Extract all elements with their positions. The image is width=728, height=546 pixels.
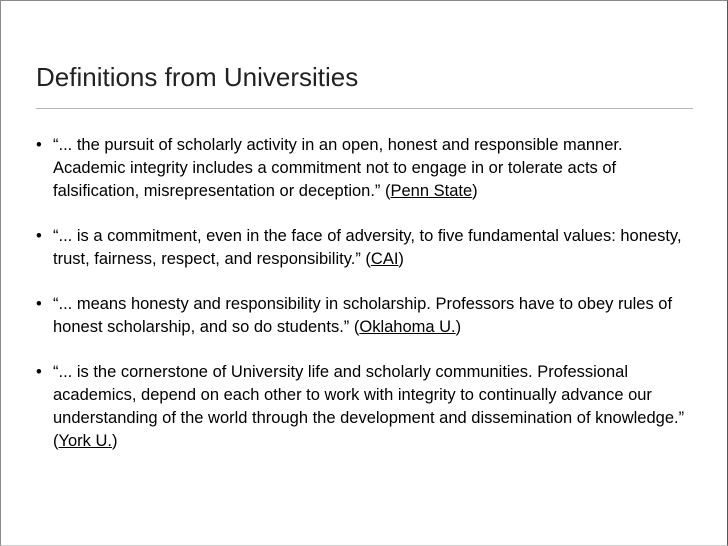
source-link-penn-state[interactable]: Penn State bbox=[390, 182, 473, 200]
source-link-oklahoma-u[interactable]: Oklahoma U. bbox=[359, 318, 456, 336]
definition-list bbox=[36, 134, 696, 475]
definition-text: “... means honesty and responsibility in scholarship. Professors have to obey rules of honest scholarship, and so do students.” ( bbox=[53, 295, 673, 336]
bullet-marker: • bbox=[36, 295, 42, 313]
closing-paren: ) bbox=[472, 182, 478, 200]
closing-paren: ) bbox=[398, 250, 404, 268]
title-divider bbox=[36, 108, 693, 109]
source-link-cai[interactable]: CAI bbox=[370, 250, 399, 268]
slide-title: Definitions from Universities bbox=[36, 62, 359, 92]
list-item bbox=[36, 134, 696, 203]
list-item bbox=[36, 225, 696, 271]
definition-text: “... the pursuit of scholarly activity in an open, honest and responsible manner. Academic integrity includes a commitment not to engage in or tolerate acts of falsification, misrepresentation or deception.” ( bbox=[53, 136, 623, 200]
definition-text: “... is a commitment, even in the face of adversity, to five fundamental values: honesty, trust, fairness, respect, and responsibility.” ( bbox=[53, 227, 682, 268]
definition-text: “... is the cornerstone of University life and scholarly communities. Professional academics, depend on each other to work with integrity to continually advance our understanding of the world through the development and dissemination of knowledge.” ( bbox=[53, 363, 685, 450]
closing-paren: ) bbox=[112, 432, 118, 450]
list-item bbox=[36, 293, 696, 339]
bullet-marker: • bbox=[36, 363, 42, 381]
bullet-marker: • bbox=[36, 136, 42, 154]
closing-paren: ) bbox=[455, 318, 462, 336]
bullet-marker: • bbox=[36, 227, 42, 245]
source-link-york-u[interactable]: York U. bbox=[58, 432, 112, 450]
list-item bbox=[36, 361, 696, 453]
